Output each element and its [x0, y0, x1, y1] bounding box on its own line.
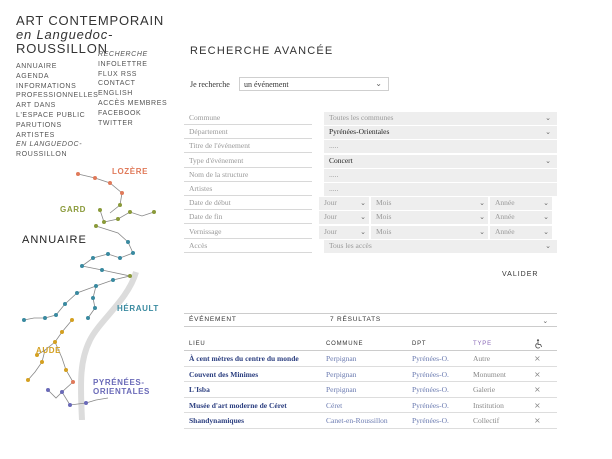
form-row-date-debut: [184, 197, 557, 211]
results-category: ÉVÉNEMENT: [189, 316, 237, 323]
site-title-line1: ART CONTEMPORAIN: [16, 13, 165, 28]
nav-item-art-dans-2[interactable]: L'ESPACE PUBLIC: [16, 111, 86, 119]
validate-button[interactable]: VALIDER: [502, 271, 539, 278]
chevron-down-icon: ⌄: [360, 213, 366, 222]
jour-value: Jour: [324, 212, 337, 222]
cell-dpt[interactable]: Pyrénées-O.: [412, 354, 449, 363]
advanced-search-form: [184, 112, 557, 254]
cell-commune[interactable]: Céret: [326, 400, 343, 410]
chevron-down-icon: ⌄: [543, 213, 549, 222]
form-row-date-fin: [184, 211, 557, 225]
field-label-structure: Nom de la structure: [184, 169, 312, 182]
field-label-commune: Commune: [184, 112, 312, 125]
col-header-lieu[interactable]: LIEU: [189, 341, 206, 347]
chevron-down-icon: ⌄: [375, 79, 382, 88]
close-icon[interactable]: ×: [534, 354, 541, 363]
date-fin-mois-select[interactable]: [371, 211, 488, 224]
departement-select[interactable]: [324, 126, 557, 139]
main-nav: [16, 62, 99, 160]
type-value: Concert: [329, 155, 353, 165]
map-label-pyrenees-orientales[interactable]: [93, 378, 150, 396]
cell-lieu[interactable]: Couvent des Minimes: [189, 369, 259, 379]
annee-value: Année: [495, 198, 515, 208]
type-select[interactable]: [324, 155, 557, 168]
titre-input[interactable]: [324, 140, 557, 153]
date-debut-annee-select[interactable]: [490, 197, 552, 210]
field-label-date-fin: Date de fin: [184, 211, 312, 224]
cell-commune[interactable]: Canet-en-Roussillon: [326, 416, 388, 425]
map-river: [81, 272, 136, 420]
nav-item-acces-membres[interactable]: ACCÈS MEMBRES: [98, 99, 168, 107]
artistes-input[interactable]: [324, 183, 557, 196]
col-header-type[interactable]: TYPE: [473, 341, 492, 347]
artistes-placeholder: .....: [329, 183, 339, 193]
date-fin-group: [324, 211, 557, 224]
col-header-commune[interactable]: COMMUNE: [326, 341, 364, 347]
date-debut-jour-select[interactable]: [319, 197, 369, 210]
nav-item-informations[interactable]: INFORMATIONS: [16, 82, 77, 90]
table-header: [184, 338, 557, 351]
chevron-down-icon: ⌄: [479, 213, 485, 222]
date-debut-mois-select[interactable]: [371, 197, 488, 210]
nav-item-twitter[interactable]: TWITTER: [98, 119, 134, 127]
field-label-date-debut: Date de début: [184, 197, 312, 210]
cell-lieu[interactable]: Musée d'art moderne de Céret: [189, 400, 287, 410]
map-label-aude[interactable]: AUDE: [36, 346, 62, 355]
close-icon[interactable]: ×: [534, 369, 541, 379]
page-title: RECHERCHE AVANCÉE: [190, 45, 334, 57]
results-table: [184, 338, 557, 429]
site-title-line2: en Languedoc-: [16, 27, 114, 42]
cell-dpt[interactable]: Pyrénées-O.: [412, 369, 449, 379]
annee-value: Année: [495, 212, 515, 222]
cell-lieu[interactable]: Shandynamiques: [189, 416, 245, 425]
map-dots: [22, 172, 156, 407]
field-label-vernissage: Vernissage: [184, 226, 312, 239]
vernissage-mois-select[interactable]: [371, 226, 488, 239]
wheelchair-icon[interactable]: [534, 339, 543, 351]
cell-type: Autre: [473, 354, 491, 363]
date-debut-group: [324, 197, 557, 210]
vernissage-group: [324, 226, 557, 239]
jour-value: Jour: [324, 198, 337, 208]
jour-value: Jour: [324, 226, 337, 236]
nav-item-agenda[interactable]: AGENDA: [16, 72, 50, 80]
map-label-po-line2: ORIENTALES: [93, 387, 150, 396]
acces-value: Tous les accès: [329, 240, 372, 250]
mois-value: Mois: [376, 226, 392, 236]
cell-dpt[interactable]: Pyrénées-O.: [412, 416, 449, 425]
nav-item-english[interactable]: ENGLISH: [98, 90, 133, 98]
form-row-commune: [184, 112, 557, 126]
chevron-down-icon: ⌄: [545, 128, 551, 137]
map-label-gard[interactable]: GARD: [60, 205, 86, 214]
nav-item-recherche[interactable]: RECHERCHE: [98, 51, 148, 58]
vernissage-jour-select[interactable]: [319, 226, 369, 239]
form-row-type: [184, 155, 557, 169]
chevron-down-icon: ⌄: [545, 241, 551, 250]
vernissage-annee-select[interactable]: [490, 226, 552, 239]
form-row-titre: [184, 140, 557, 154]
cell-commune[interactable]: Perpignan: [326, 354, 357, 363]
form-row-vernissage: [184, 226, 557, 240]
acces-select[interactable]: [324, 240, 557, 253]
form-row-artistes: [184, 183, 557, 197]
nav-item-contact[interactable]: CONTACT: [98, 80, 136, 88]
commune-select[interactable]: [324, 112, 557, 125]
table-body: [184, 351, 557, 429]
site-title-line3: ROUSSILLON: [16, 41, 108, 56]
close-icon[interactable]: ×: [534, 385, 541, 394]
cell-dpt[interactable]: Pyrénées-O.: [412, 400, 449, 410]
table-row[interactable]: [184, 413, 557, 429]
table-row[interactable]: [184, 382, 557, 398]
nav-item-artistes-2[interactable]: EN LANGUEDOC-: [16, 141, 83, 149]
nav-item-facebook[interactable]: FACEBOOK: [98, 109, 142, 117]
cell-commune[interactable]: Perpignan: [326, 369, 357, 379]
secondary-nav: [98, 50, 170, 128]
chevron-down-icon: ⌄: [542, 317, 549, 325]
mois-value: Mois: [376, 198, 392, 208]
chevron-down-icon: ⌄: [545, 156, 551, 165]
map-label-herault[interactable]: HÉRAULT: [117, 304, 159, 313]
date-fin-jour-select[interactable]: [319, 211, 369, 224]
departement-value: Pyrénées-Orientales: [329, 127, 390, 137]
form-row-departement: [184, 126, 557, 140]
map-network-lines: [24, 174, 154, 405]
nav-item-informations-2[interactable]: PROFESSIONNELLES: [16, 92, 99, 100]
field-label-type: Type d'événement: [184, 155, 312, 168]
results-count: 7 RÉSULTATS: [330, 316, 382, 323]
titre-placeholder: .....: [329, 141, 339, 151]
map-title: ANNUAIRE: [22, 234, 87, 246]
field-label-acces: Accès: [184, 240, 312, 253]
structure-placeholder: .....: [329, 169, 339, 179]
chevron-down-icon: ⌄: [479, 199, 485, 208]
field-label-titre: Titre de l'événement: [184, 140, 312, 153]
annee-value: Année: [495, 226, 515, 236]
nav-item-artistes[interactable]: ARTISTES: [16, 131, 55, 139]
form-row-acces: [184, 240, 557, 254]
region-map[interactable]: [0, 160, 180, 420]
nav-item-artistes-3[interactable]: ROUSSILLON: [16, 151, 68, 159]
search-type-select[interactable]: [239, 77, 389, 91]
chevron-down-icon: ⌄: [360, 227, 366, 236]
cell-type: Monument: [473, 369, 506, 379]
nav-item-parutions[interactable]: PARUTIONS: [16, 121, 62, 129]
close-icon[interactable]: ×: [534, 400, 541, 410]
table-row[interactable]: [184, 367, 557, 383]
table-row[interactable]: [184, 398, 557, 414]
structure-input[interactable]: [324, 169, 557, 182]
field-label-artistes: Artistes: [184, 183, 312, 196]
chevron-down-icon: ⌄: [479, 227, 485, 236]
chevron-down-icon: ⌄: [543, 227, 549, 236]
cell-type: Galerie: [473, 385, 496, 394]
cell-lieu[interactable]: L'Isba: [189, 385, 210, 394]
cell-commune[interactable]: Perpignan: [326, 385, 357, 394]
map-label-po-line1: PYRÉNÉES-: [93, 378, 145, 387]
nav-item-art-dans[interactable]: ART DANS: [16, 102, 56, 110]
cell-type: Collectif: [473, 416, 500, 425]
cell-dpt[interactable]: Pyrénées-O.: [412, 385, 449, 394]
form-row-structure: [184, 169, 557, 183]
field-label-departement: Département: [184, 126, 312, 139]
chevron-down-icon: ⌄: [543, 199, 549, 208]
col-header-dpt[interactable]: DPT: [412, 341, 427, 347]
chevron-down-icon: ⌄: [360, 199, 366, 208]
date-fin-annee-select[interactable]: [490, 211, 552, 224]
table-row[interactable]: [184, 351, 557, 367]
nav-item-flux-rss[interactable]: FLUX RSS: [98, 70, 138, 78]
cell-lieu[interactable]: À cent mètres du centre du monde: [189, 354, 299, 363]
nav-item-annuaire[interactable]: ANNUAIRE: [16, 63, 57, 70]
close-icon[interactable]: ×: [534, 416, 541, 425]
commune-value: Toutes les communes: [329, 113, 394, 122]
results-bar[interactable]: [184, 313, 557, 327]
map-label-lozere[interactable]: LOZÈRE: [112, 167, 149, 176]
nav-item-infolettre[interactable]: INFOLETTRE: [98, 60, 148, 68]
search-type-label: Je recherche: [190, 80, 230, 89]
cell-type: Institution: [473, 400, 504, 410]
mois-value: Mois: [376, 212, 392, 222]
chevron-down-icon: ⌄: [545, 114, 551, 122]
search-type-value: un événement: [244, 80, 289, 89]
